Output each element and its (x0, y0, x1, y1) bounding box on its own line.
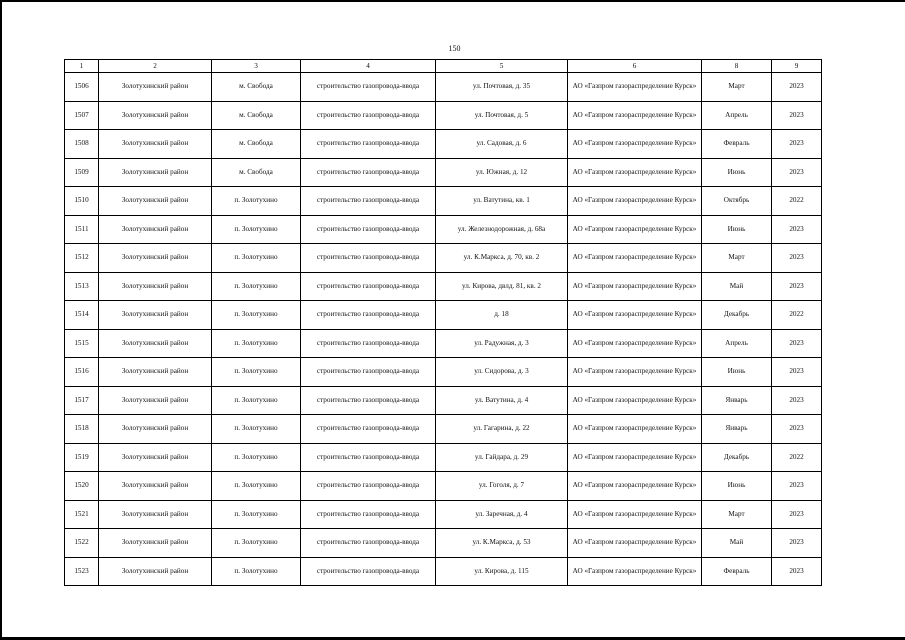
cell-work-type: строительство газопровода-ввода (301, 557, 436, 586)
table-row (65, 358, 822, 387)
header-col-1: 1 (65, 60, 99, 73)
cell-year: 2023 (772, 158, 822, 187)
header-col-6: 6 (568, 60, 702, 73)
cell-work-type: строительство газопровода-ввода (301, 73, 436, 102)
cell-organization: АО «Газпром газораспределение Курск» (568, 101, 702, 130)
cell-address: ул. Гайдара, д. 29 (436, 443, 568, 472)
header-col-5: 5 (436, 60, 568, 73)
cell-work-type: строительство газопровода-ввода (301, 443, 436, 472)
cell-organization: АО «Газпром газораспределение Курск» (568, 443, 702, 472)
cell-work-type: строительство газопровода-ввода (301, 101, 436, 130)
table-row (65, 272, 822, 301)
cell-address: ул. Гагарина, д. 22 (436, 415, 568, 444)
cell-month: Март (702, 244, 772, 273)
cell-year: 2022 (772, 443, 822, 472)
cell-row-number: 1509 (65, 158, 99, 187)
cell-year: 2023 (772, 415, 822, 444)
header-col-4: 4 (301, 60, 436, 73)
cell-district: Золотухинский район (99, 557, 212, 586)
cell-month: Март (702, 500, 772, 529)
table-row (65, 301, 822, 330)
cell-month: Февраль (702, 557, 772, 586)
cell-year: 2023 (772, 272, 822, 301)
gas-connection-table (64, 59, 822, 586)
cell-address: ул. Кирова, двлд. 81, кв. 2 (436, 272, 568, 301)
cell-year: 2023 (772, 101, 822, 130)
cell-row-number: 1523 (65, 557, 99, 586)
cell-address: ул. Заречная, д. 4 (436, 500, 568, 529)
page-number: 150 (448, 44, 461, 53)
cell-month: Октябрь (702, 187, 772, 216)
cell-district: Золотухинский район (99, 130, 212, 159)
cell-month: Февраль (702, 130, 772, 159)
cell-district: Золотухинский район (99, 215, 212, 244)
cell-month: Март (702, 73, 772, 102)
cell-address: ул. Садовая, д. 6 (436, 130, 568, 159)
cell-settlement: п. Золотухино (212, 500, 301, 529)
cell-year: 2023 (772, 130, 822, 159)
cell-settlement: п. Золотухино (212, 187, 301, 216)
cell-organization: АО «Газпром газораспределение Курск» (568, 358, 702, 387)
table-row (65, 73, 822, 102)
cell-month: Июнь (702, 158, 772, 187)
cell-district: Золотухинский район (99, 158, 212, 187)
cell-settlement: п. Золотухино (212, 415, 301, 444)
cell-address: ул. Железнодорожная, д. 68а (436, 215, 568, 244)
cell-settlement: п. Золотухино (212, 358, 301, 387)
cell-settlement: м. Свобода (212, 158, 301, 187)
cell-organization: АО «Газпром газораспределение Курск» (568, 386, 702, 415)
cell-district: Золотухинский район (99, 386, 212, 415)
cell-organization: АО «Газпром газораспределение Курск» (568, 301, 702, 330)
table-row (65, 329, 822, 358)
cell-month: Апрель (702, 329, 772, 358)
cell-month: Декабрь (702, 301, 772, 330)
table-row (65, 158, 822, 187)
cell-month: Июнь (702, 358, 772, 387)
cell-row-number: 1507 (65, 101, 99, 130)
cell-address: ул. К.Маркса, д. 70, кв. 2 (436, 244, 568, 273)
cell-work-type: строительство газопровода-ввода (301, 529, 436, 558)
cell-year: 2023 (772, 244, 822, 273)
cell-settlement: п. Золотухино (212, 272, 301, 301)
cell-district: Золотухинский район (99, 101, 212, 130)
header-col-2: 2 (99, 60, 212, 73)
cell-organization: АО «Газпром газораспределение Курск» (568, 215, 702, 244)
cell-district: Золотухинский район (99, 529, 212, 558)
cell-work-type: строительство газопровода-ввода (301, 130, 436, 159)
cell-address: ул. Кирова, д. 115 (436, 557, 568, 586)
cell-settlement: п. Золотухино (212, 329, 301, 358)
cell-settlement: п. Золотухино (212, 529, 301, 558)
cell-district: Золотухинский район (99, 472, 212, 501)
cell-month: Декабрь (702, 443, 772, 472)
cell-row-number: 1518 (65, 415, 99, 444)
table-row (65, 215, 822, 244)
cell-district: Золотухинский район (99, 358, 212, 387)
cell-work-type: строительство газопровода-ввода (301, 329, 436, 358)
cell-year: 2023 (772, 215, 822, 244)
cell-work-type: строительство газопровода-ввода (301, 158, 436, 187)
cell-address: ул. Сидорова, д. 3 (436, 358, 568, 387)
cell-district: Золотухинский район (99, 415, 212, 444)
cell-row-number: 1516 (65, 358, 99, 387)
cell-district: Золотухинский район (99, 500, 212, 529)
cell-year: 2023 (772, 73, 822, 102)
cell-settlement: п. Золотухино (212, 472, 301, 501)
table-row (65, 443, 822, 472)
cell-work-type: строительство газопровода-ввода (301, 215, 436, 244)
cell-year: 2023 (772, 472, 822, 501)
cell-settlement: п. Золотухино (212, 386, 301, 415)
cell-month: Июнь (702, 472, 772, 501)
header-col-8: 8 (702, 60, 772, 73)
cell-address: ул. Гоголя, д. 7 (436, 472, 568, 501)
cell-settlement: п. Золотухино (212, 244, 301, 273)
cell-settlement: м. Свобода (212, 73, 301, 102)
cell-district: Золотухинский район (99, 443, 212, 472)
cell-work-type: строительство газопровода-ввода (301, 244, 436, 273)
cell-settlement: п. Золотухино (212, 301, 301, 330)
cell-address: ул. Почтовая, д. 5 (436, 101, 568, 130)
cell-row-number: 1508 (65, 130, 99, 159)
cell-row-number: 1513 (65, 272, 99, 301)
cell-settlement: м. Свобода (212, 101, 301, 130)
cell-row-number: 1506 (65, 73, 99, 102)
table-row (65, 415, 822, 444)
cell-row-number: 1515 (65, 329, 99, 358)
cell-row-number: 1519 (65, 443, 99, 472)
table-row (65, 529, 822, 558)
cell-address: ул. Ватутина, кв. 1 (436, 187, 568, 216)
table-row (65, 472, 822, 501)
table-row (65, 386, 822, 415)
cell-organization: АО «Газпром газораспределение Курск» (568, 415, 702, 444)
cell-month: Январь (702, 386, 772, 415)
cell-month: Январь (702, 415, 772, 444)
cell-organization: АО «Газпром газораспределение Курск» (568, 557, 702, 586)
cell-year: 2023 (772, 358, 822, 387)
cell-row-number: 1511 (65, 215, 99, 244)
cell-organization: АО «Газпром газораспределение Курск» (568, 472, 702, 501)
table-row (65, 500, 822, 529)
cell-address: ул. К.Маркса, д. 53 (436, 529, 568, 558)
cell-work-type: строительство газопровода-ввода (301, 272, 436, 301)
cell-row-number: 1522 (65, 529, 99, 558)
cell-row-number: 1510 (65, 187, 99, 216)
table-row (65, 557, 822, 586)
cell-organization: АО «Газпром газораспределение Курск» (568, 130, 702, 159)
cell-settlement: п. Золотухино (212, 557, 301, 586)
cell-work-type: строительство газопровода-ввода (301, 386, 436, 415)
cell-year: 2023 (772, 500, 822, 529)
cell-row-number: 1514 (65, 301, 99, 330)
cell-row-number: 1517 (65, 386, 99, 415)
table-row (65, 187, 822, 216)
cell-address: д. 18 (436, 301, 568, 330)
cell-month: Май (702, 272, 772, 301)
cell-organization: АО «Газпром газораспределение Курск» (568, 529, 702, 558)
cell-organization: АО «Газпром газораспределение Курск» (568, 73, 702, 102)
cell-year: 2022 (772, 301, 822, 330)
cell-organization: АО «Газпром газораспределение Курск» (568, 272, 702, 301)
table-row (65, 130, 822, 159)
cell-district: Золотухинский район (99, 73, 212, 102)
cell-work-type: строительство газопровода-ввода (301, 472, 436, 501)
table-row (65, 244, 822, 273)
cell-district: Золотухинский район (99, 272, 212, 301)
cell-settlement: п. Золотухино (212, 215, 301, 244)
cell-organization: АО «Газпром газораспределение Курск» (568, 329, 702, 358)
cell-row-number: 1520 (65, 472, 99, 501)
cell-settlement: п. Золотухино (212, 443, 301, 472)
cell-address: ул. Южная, д. 12 (436, 158, 568, 187)
cell-year: 2023 (772, 529, 822, 558)
cell-work-type: строительство газопровода-ввода (301, 500, 436, 529)
cell-work-type: строительство газопровода-ввода (301, 358, 436, 387)
cell-address: ул. Радужная, д. 3 (436, 329, 568, 358)
cell-organization: АО «Газпром газораспределение Курск» (568, 500, 702, 529)
cell-organization: АО «Газпром газораспределение Курск» (568, 158, 702, 187)
table-header-row (65, 60, 822, 73)
cell-address: ул. Почтовая, д. 35 (436, 73, 568, 102)
cell-work-type: строительство газопровода-ввода (301, 415, 436, 444)
cell-work-type: строительство газопровода-ввода (301, 301, 436, 330)
cell-year: 2023 (772, 329, 822, 358)
table-row (65, 101, 822, 130)
cell-year: 2023 (772, 386, 822, 415)
cell-district: Золотухинский район (99, 329, 212, 358)
header-col-9: 9 (772, 60, 822, 73)
cell-row-number: 1521 (65, 500, 99, 529)
cell-settlement: м. Свобода (212, 130, 301, 159)
cell-district: Золотухинский район (99, 244, 212, 273)
cell-year: 2022 (772, 187, 822, 216)
cell-work-type: строительство газопровода-ввода (301, 187, 436, 216)
cell-address: ул. Ватутина, д. 4 (436, 386, 568, 415)
table-body (65, 73, 822, 586)
cell-organization: АО «Газпром газораспределение Курск» (568, 244, 702, 273)
cell-year: 2023 (772, 557, 822, 586)
cell-row-number: 1512 (65, 244, 99, 273)
cell-month: Апрель (702, 101, 772, 130)
cell-district: Золотухинский район (99, 301, 212, 330)
cell-district: Золотухинский район (99, 187, 212, 216)
cell-organization: АО «Газпром газораспределение Курск» (568, 187, 702, 216)
cell-month: Июнь (702, 215, 772, 244)
cell-month: Май (702, 529, 772, 558)
header-col-3: 3 (212, 60, 301, 73)
